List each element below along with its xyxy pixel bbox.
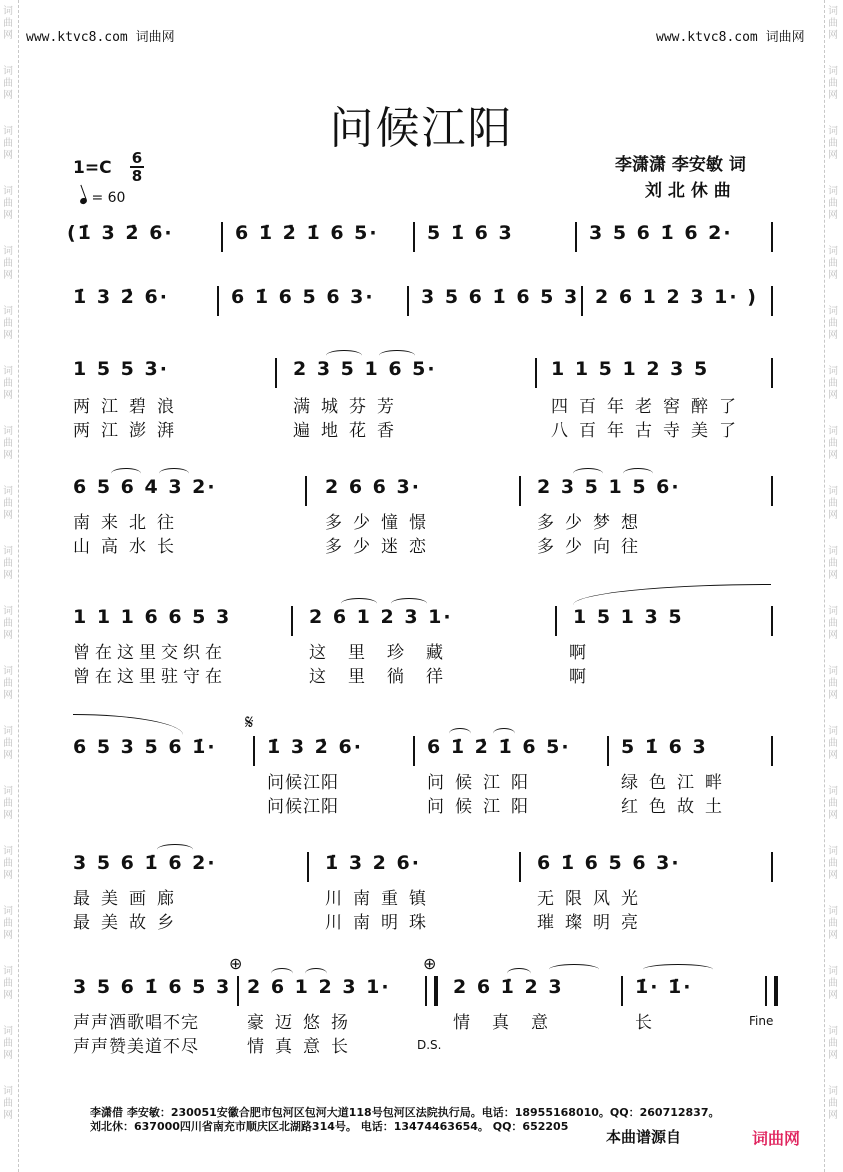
double-barline xyxy=(425,976,438,1006)
side-text: 词曲网 xyxy=(3,426,13,461)
side-text: 词曲网 xyxy=(828,306,838,341)
side-text: 词曲网 xyxy=(828,486,838,521)
site-url-right[interactable]: www.ktvc8.com 词曲网 xyxy=(656,30,805,45)
final-barline xyxy=(765,976,778,1006)
barline xyxy=(291,606,293,636)
lyric-verse-1: 多少憧憬 xyxy=(325,513,437,533)
side-text: 词曲网 xyxy=(828,426,838,461)
barline xyxy=(305,476,307,506)
measure: 6 1̇ 6 5 6 3· xyxy=(231,286,375,308)
tie-arc xyxy=(73,714,183,735)
lyric-verse-1: 问候江阳 xyxy=(267,773,339,793)
lyric-verse-2: 多少迷恋 xyxy=(325,537,437,557)
barline xyxy=(413,736,415,766)
lyric-verse-2: 情真意长 xyxy=(247,1037,359,1057)
contact-line-2: 刘北休：637000四川省南充市顺庆区北湖路314号。 电话：13474463654。 QQ：652205 xyxy=(90,1120,569,1133)
measure: 1 1 1 6 6 5 3 xyxy=(73,606,232,628)
measure: 3 5 6 1̇ 6 5 3 xyxy=(421,286,580,308)
side-text: 词曲网 xyxy=(3,666,13,701)
side-text: 词曲网 xyxy=(3,246,13,281)
side-text: 词曲网 xyxy=(3,6,13,41)
side-text: 词曲网 xyxy=(828,606,838,641)
side-text: 词曲网 xyxy=(3,606,13,641)
side-text: 词曲网 xyxy=(3,186,13,221)
measure: 5 1̇ 6 3 xyxy=(621,736,708,758)
barline xyxy=(581,286,583,316)
barline xyxy=(771,286,773,316)
brand-logo[interactable]: 词曲网 xyxy=(752,1129,801,1148)
measure: 6 5 6 4 3 2· xyxy=(73,476,217,498)
lyric-verse-1: 绿色江畔 xyxy=(621,773,733,793)
side-text: 词曲网 xyxy=(3,726,13,761)
barline xyxy=(237,976,239,1006)
barline xyxy=(771,222,773,252)
side-text: 词曲网 xyxy=(828,726,838,761)
measure: 3 5 6 1̇ 6 2· xyxy=(589,222,733,244)
lyric-verse-2: 两江澎湃 xyxy=(73,421,185,441)
lyric-verse-2: 川南明珠 xyxy=(325,913,437,933)
lyric-verse-1: 声声酒歌唱不完 xyxy=(73,1013,199,1033)
quarter-note-icon xyxy=(79,197,88,205)
lyric-verse-1: 长 xyxy=(635,1013,663,1033)
measure: 2 3 5 1 5 6· xyxy=(537,476,681,498)
barline xyxy=(771,852,773,882)
side-text: 词曲网 xyxy=(3,306,13,341)
measure: 1 5 5 3· xyxy=(73,358,169,380)
barline xyxy=(771,606,773,636)
barline xyxy=(413,222,415,252)
lyric-verse-1: 无限风光 xyxy=(537,889,649,909)
measure: 2 6 1 2 3 1· xyxy=(309,606,453,628)
measure: 1̇ 3 2̇ 6· xyxy=(267,736,363,758)
measure: 5 1̇ 6 3 xyxy=(427,222,514,244)
lyric-verse-1: 情真意 xyxy=(453,1013,570,1033)
slur xyxy=(643,964,713,975)
left-margin-rail xyxy=(0,0,19,1172)
lyric-verse-2: 这里徜徉 xyxy=(309,667,465,687)
barline xyxy=(771,476,773,506)
measure: 6 1̇ 2̇ 1̇ 6 5· xyxy=(427,736,571,758)
measure: 2 6 1 2 3 1· xyxy=(247,976,391,998)
measure: 1 5 1 3 5 xyxy=(573,606,684,628)
lyric-verse-2: 啊 xyxy=(569,667,597,687)
barline xyxy=(307,852,309,882)
lyric-verse-1: 豪迈悠扬 xyxy=(247,1013,359,1033)
lyric-verse-2: 声声赞美道不尽 xyxy=(73,1037,199,1057)
side-text: 词曲网 xyxy=(3,966,13,1001)
tempo-marking xyxy=(80,190,125,206)
barline xyxy=(217,286,219,316)
side-text: 词曲网 xyxy=(3,66,13,101)
barline xyxy=(221,222,223,252)
side-text: 词曲网 xyxy=(3,1026,13,1061)
tie-arc xyxy=(573,584,771,605)
side-text: 词曲网 xyxy=(828,1026,838,1061)
lyric-verse-2: 问候江阳 xyxy=(267,797,339,817)
side-text: 词曲网 xyxy=(828,546,838,581)
song-title: 问候江阳 xyxy=(329,103,514,154)
right-margin-rail xyxy=(824,0,843,1172)
side-text: 词曲网 xyxy=(828,1086,838,1121)
side-text: 词曲网 xyxy=(3,366,13,401)
lyric-verse-2: 八百年古寺美了 xyxy=(551,421,747,441)
side-text: 词曲网 xyxy=(3,846,13,881)
measure: 1 1 5 1 2 3 5 xyxy=(551,358,710,380)
site-url-left[interactable]: www.ktvc8.com 词曲网 xyxy=(26,30,175,45)
barline xyxy=(607,736,609,766)
side-text: 词曲网 xyxy=(3,906,13,941)
lyric-verse-1: 多少梦想 xyxy=(537,513,649,533)
coda-icon: ⊕ xyxy=(229,954,243,973)
side-text: 词曲网 xyxy=(828,966,838,1001)
tempo-value: = 60 xyxy=(91,190,126,206)
contact-line-1: 李潇借 李安敏：230051安徽合肥市包河区包河大道118号包河区法院执行局。电话：18955168010。QQ：260712837。 xyxy=(90,1106,720,1119)
side-text: 词曲网 xyxy=(3,546,13,581)
lyric-verse-1: 曾在这里交织在 xyxy=(73,643,227,663)
measure: 2 6 1̇ 2 3 xyxy=(453,976,564,998)
side-text: 词曲网 xyxy=(828,786,838,821)
measure: 1̇· 1̇· xyxy=(635,976,693,998)
lyric-verse-1: 川南重镇 xyxy=(325,889,437,909)
side-text: 词曲网 xyxy=(828,906,838,941)
lyric-verse-1: 南来北往 xyxy=(73,513,185,533)
side-text: 词曲网 xyxy=(3,126,13,161)
barline xyxy=(535,358,537,388)
measure: 3 5 6 1̇ 6 5 3 xyxy=(73,976,232,998)
meter-numerator: 6 xyxy=(131,149,143,167)
measure: 2 3 5 1 6 5· xyxy=(293,358,437,380)
lyric-verse-1: 最美画廊 xyxy=(73,889,185,909)
barline xyxy=(771,736,773,766)
lyric-verse-1: 啊 xyxy=(569,643,597,663)
measure: 2 6 1 2 3 1· ) xyxy=(595,286,758,308)
barline xyxy=(275,358,277,388)
barline xyxy=(771,358,773,388)
measure: 2 6 6 3· xyxy=(325,476,421,498)
barline xyxy=(253,736,255,766)
measure: 6 5 3 5 6 1̇· xyxy=(73,736,217,758)
ds-marking: D.S. xyxy=(417,1038,442,1052)
lyric-verse-1: 两江碧浪 xyxy=(73,397,185,417)
lyric-verse-2: 红色故土 xyxy=(621,797,733,817)
lyric-verse-2: 问候江阳 xyxy=(427,797,539,817)
lyric-verse-2: 璀璨明亮 xyxy=(537,913,649,933)
key-signature: 1=C xyxy=(73,158,112,178)
lyric-verse-2: 最美故乡 xyxy=(73,913,185,933)
measure: 6 1̇ 6 5 6 3· xyxy=(537,852,681,874)
side-text: 词曲网 xyxy=(3,786,13,821)
lyric-verse-1: 满城芬芳 xyxy=(293,397,405,417)
side-text: 词曲网 xyxy=(828,846,838,881)
side-text: 词曲网 xyxy=(828,66,838,101)
slur xyxy=(549,964,599,975)
segno-icon: 𝄋 xyxy=(245,710,254,734)
meter-denominator: 8 xyxy=(131,167,143,185)
side-text: 词曲网 xyxy=(3,486,13,521)
lyric-verse-1: 问候江阳 xyxy=(427,773,539,793)
side-text: 词曲网 xyxy=(828,126,838,161)
time-signature xyxy=(130,150,144,184)
barline xyxy=(621,976,623,1006)
lyric-verse-1: 四百年老窖醉了 xyxy=(551,397,747,417)
measure: 1̇ 3 2̇ 6· xyxy=(73,286,169,308)
barline xyxy=(575,222,577,252)
side-text: 词曲网 xyxy=(828,366,838,401)
side-text: 词曲网 xyxy=(828,186,838,221)
measure: 6 1̇ 2̇ 1̇ 6 5· xyxy=(235,222,379,244)
barline xyxy=(555,606,557,636)
measure: (1̇ 3 2̇ 6· xyxy=(67,222,174,244)
side-text: 词曲网 xyxy=(828,666,838,701)
side-text: 词曲网 xyxy=(3,1086,13,1121)
coda-icon: ⊕ xyxy=(423,954,437,973)
lyric-verse-2: 多少向往 xyxy=(537,537,649,557)
lyricist-credit: 李潇潇 李安敏 词 xyxy=(615,155,746,175)
fine-marking: Fine xyxy=(749,1014,774,1028)
source-label: 本曲谱源自 xyxy=(606,1128,682,1146)
side-text: 词曲网 xyxy=(828,6,838,41)
lyric-verse-2: 遍地花香 xyxy=(293,421,405,441)
side-text: 词曲网 xyxy=(828,246,838,281)
barline xyxy=(519,852,521,882)
measure: 3 5 6 1̇ 6 2· xyxy=(73,852,217,874)
measure: 1̇ 3 2 6· xyxy=(325,852,421,874)
lyric-verse-1: 这里珍藏 xyxy=(309,643,465,663)
lyric-verse-2: 山高水长 xyxy=(73,537,185,557)
lyric-verse-2: 曾在这里驻守在 xyxy=(73,667,227,687)
barline xyxy=(407,286,409,316)
composer-credit: 刘 北 休 曲 xyxy=(645,181,731,201)
barline xyxy=(519,476,521,506)
